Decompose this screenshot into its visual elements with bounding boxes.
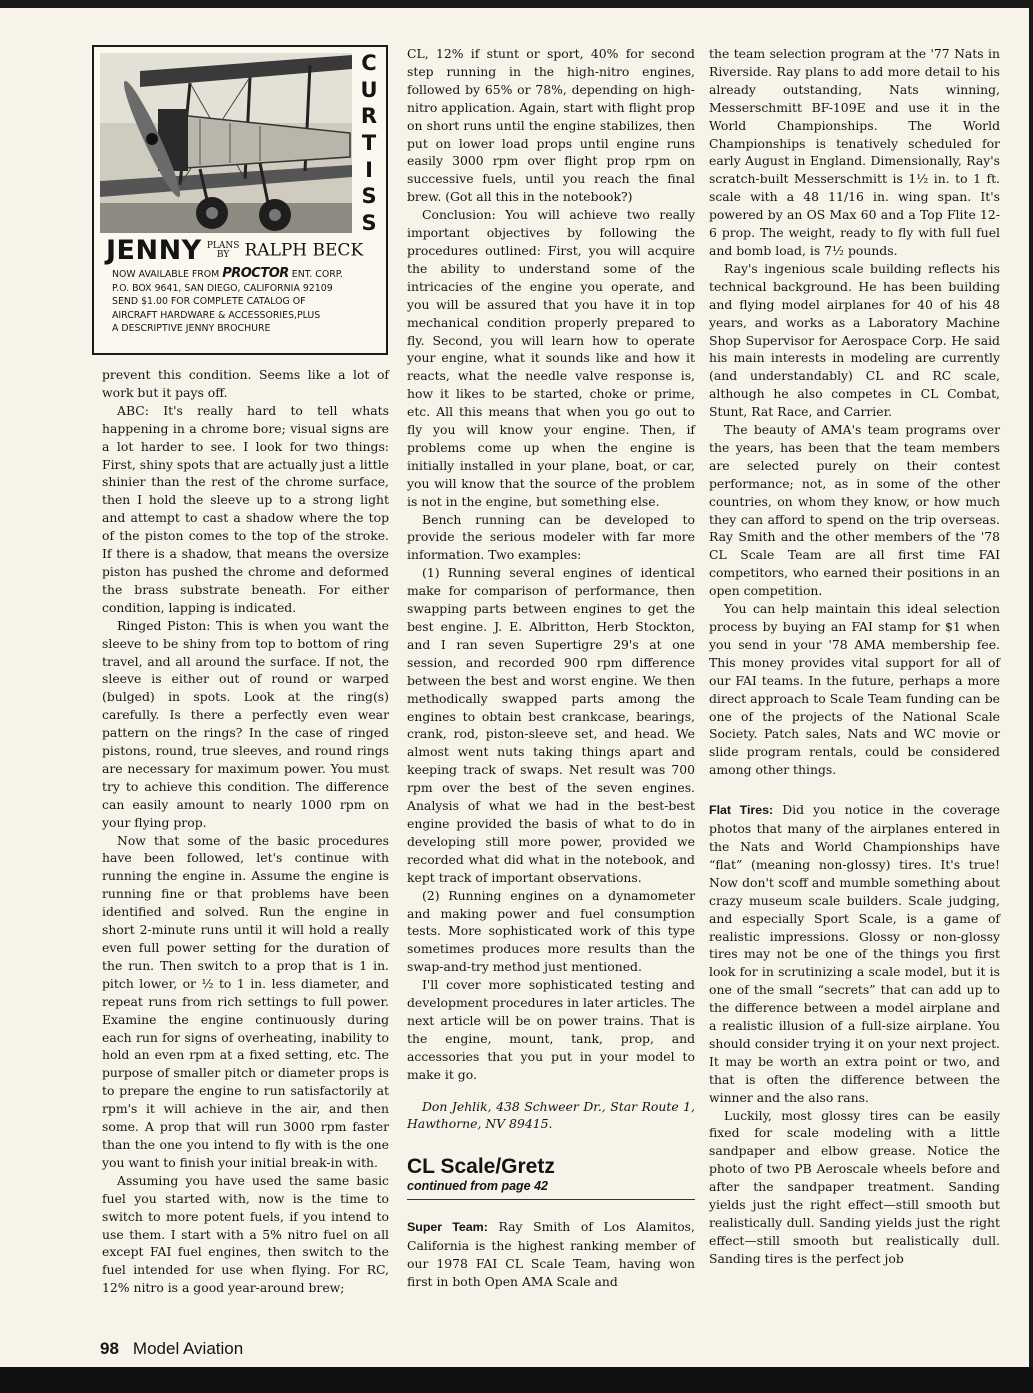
paragraph: I'll cover more sophisticated testing and development procedures in later articles. The next article will be on power trains. That is the engine, mount, tank, prop, and accessories that you put in your model to make it go.: [407, 977, 695, 1082]
paragraph: prevent this condition. Seems like a lot of work but it pays off.: [102, 367, 389, 400]
ad-body-text: [112, 267, 382, 336]
paragraph: Ringed Piston: This is when you want the sleeve to be shiny from top to bottom of ring travel, and all around the surface. If not, the sleeve is either out of round or warped (bulged) in spots. Look at the ring(s) carefully. Is there a perfectly even wear pattern on the rings? In the case of ringed pistons, round, true sleeves, and round rings are necessary for maximum power. You must try to achieve this condition. The difference can easily amount to nearly 1000 rpm on your flying prop.: [102, 617, 389, 830]
curtiss-letter: I: [365, 157, 373, 182]
ad-line: [112, 267, 382, 282]
ad-line: SEND $1.00 FOR COMPLETE CATALOG OF: [112, 296, 306, 308]
page-top-edge: [0, 0, 1033, 8]
curtiss-letter: S: [361, 184, 377, 209]
ad-line1-pre: NOW AVAILABLE FROM: [112, 269, 220, 280]
paragraph: The beauty of AMA's team programs over the years, has been that the team members are selected purely on their contest performance; not, as in some of the other countries, on whom they know, or how much they can afford to spend on the trip overseas. Ray Smith and the other members of the '78 CL Scale Team are all first time FAI competitors, who earned their positions in an open competition.: [709, 422, 1000, 599]
plans-label: PLANS: [206, 240, 240, 251]
biplane-illustration: [100, 53, 352, 233]
jenny-title: JENNY: [106, 235, 202, 266]
designer-name: RALPH BECK: [244, 240, 364, 261]
paragraph-text: Did you notice in the coverage photos that many of the airplanes entered in the Nats and World Championships have “flat” (meaning non-glossy) tires. It's true! Now don't scoff and mumble something about crazy museum scale builders. Scale judging, and especially Sport Scale, is a game of realistic impressions. Glossy or non-glossy tires may not be one of the things you first look for in scrutinizing a scale model, but it is one of the small “secrets” that can add up to the difference between a model airplane and a realistic illusion of a full-size airplane. You should consider trying it on your next project. It may be worth an extra point or two, and that is often the difference between the winner and the also rans.: [709, 802, 1000, 1105]
paragraph: CL, 12% if stunt or sport, 40% for second step running in the high-nitro engines, followed by 65% or 78%, depending on high-nitro application. Again, start with flight prop on short runs until the engine stabilizes, then put on lower load props until engine runs easily 3000 rpm over flight prop rpm on successive fuels, until you reach the final brew. (Got all this in the notebook?): [407, 46, 695, 205]
section-heading: [407, 1155, 695, 1200]
page-right-edge: [1029, 0, 1033, 1393]
ad-line: A DESCRIPTIVE JENNY BROCHURE: [112, 323, 271, 335]
run-in-head: Flat Tires:: [709, 803, 774, 818]
proctor-logo: PROCTOR: [222, 266, 289, 281]
section-title: CL Scale/Gretz: [407, 1155, 555, 1179]
paragraph-text: Ray Smith of Los Alamitos, California is the highest ranking member of our 1978 FAI CL Scale Team, having won first in both Open AMA Scale and: [407, 1219, 695, 1290]
author-signature: Don Jehlik, 438 Schweer Dr., Star Route 1, Hawthorne, NV 89415.: [407, 1098, 695, 1132]
curtiss-vertical-title: [356, 53, 382, 233]
ad-headline: [106, 235, 386, 266]
curtiss-letter: C: [361, 51, 377, 75]
paragraph: ABC: It's really hard to tell whats happening in a chrome bore; visual signs are a lot harder to see. I look for two things: First, shiny spots that are actually just a little shinier than the rest of the chrome surface, then I hold the sleeve up to a strong light and attempt to cast a shadow where the top of the piston comes to the top of the stroke. If there is a shadow, that means the oversize piston has pushed the chrome and deformed the brass substrate beneath. For either condition, lapping is indicated.: [102, 402, 389, 615]
paragraph: [407, 1218, 695, 1291]
paragraph: (1) Running several engines of identical make for comparison of performance, then swapping parts between engines to get the best engine. J. E. Albritton, Herb Stockton, and I ran seven Supertigre 29's at one session, and recorded 900 rpm difference between the best and worst engine. We then methodically swapped parts among the engines to obtain best crankcase, bearings, crank, rod, piston-sleeve set, and head. We almost went nuts taking things apart and keeping track of swaps. Net result was 700 rpm over the best of the seven engines. Analysis of what we had in the best-best engine provided the basis of what to do in developing still more power, provided we recorded what did what in the notebook, and kept track of important observations.: [407, 565, 695, 885]
ad-line: AIRCRAFT HARDWARE & ACCESSORIES,PLUS: [112, 309, 321, 321]
curtiss-letter: U: [360, 77, 378, 102]
paragraph: You can help maintain this ideal selection process by buying an FAI stamp for $1 when you send in your '78 AMA membership fee. This money provides vital support for all of our FAI teams. In the future, perhaps a more direct approach to Scale Team funding can be one of the projects of the National Scale Society. Patch sales, Nats and WC movie or slide program rentals, could be considered among other things.: [709, 601, 1000, 778]
plans-by-label: [207, 242, 240, 260]
paragraph: [709, 801, 1000, 1106]
paragraph: Conclusion: You will achieve two really important objectives by following the procedures outlined: First, you will acquire the ability to understand some of the intricacies of the engine you operate, and you will be assured that you have it in top mechanical condition properly prepared to fly. Second, you will learn how to operate your engine, what it sounds like and how it reacts, what the needle valve response is, how it likes to be started, choke or prime, etc. All this means that when you go out to fly you will know your engine. Then, if problems come up when the engine is initially installed in your plane, boat, or car, you will know that the source of the problem is not in the engine, but something else.: [407, 207, 695, 509]
paragraph: Bench running can be developed to provide the serious modeler with far more information. Two examples:: [407, 511, 695, 563]
paragraph: Luckily, most glossy tires can be easily fixed for scale modeling with a little sandpaper and elbow grease. Notice the photo of two PB Aeroscale wheels before and after the sandpaper treatment. Sanding yields just the right effect—still smooth but realistically dull. Sanding yields just the right effect—still smooth but realistically dull. Sanding tires is the perfect job: [709, 1107, 1000, 1266]
page-footer: [100, 1339, 243, 1359]
article-column-2: [407, 45, 695, 1291]
page-number: 98: [100, 1339, 119, 1358]
paragraph: Assuming you have used the same basic fuel you started with, now is the time to switch to more potent fuels, if you intend to use them. I start with a 5% nitro fuel on all except FAI fuel engines, then switch to the fuel intended for use when flying. For RC, 12% nitro is a good year-around brew;: [102, 1172, 389, 1296]
ad-address: P.O. BOX 9641, SAN DIEGO, CALIFORNIA 92109: [112, 282, 333, 294]
article-column-3: [709, 45, 1000, 1268]
jenny-plans-ad: [92, 45, 388, 355]
article-column-1: [102, 366, 389, 1297]
run-in-head: Super Team:: [407, 1220, 488, 1235]
paragraph: (2) Running engines on a dynamometer and making power and fuel consumption tests. More sophisticated work of this type sometimes produces more results than the swap-and-try method just mentioned.: [407, 887, 695, 975]
ad-line1-post: ENT. CORP.: [291, 269, 343, 280]
curtiss-letter: S: [361, 210, 377, 235]
paragraph: Now that some of the basic procedures have been followed, let's continue with running the engine in. Assume the engine is running fine or that problems have been identified and solved. Run the engine in short 2-minute runs until it will hold a really even full power setting for the duration of the run. Then switch to a prop that is 1 in. pitch lower, or ½ to 1 in. less diameter, and repeat runs from rich settings to full power. Examine the engine continuously during each run for signs of overheating, inability to hold an even rpm at a fixed setting, etc. The purpose of smaller pitch or diameter props is to prepare the engine to run satisfactorily at rpm's it will achieve in the air, and then some. A prop that will run 3000 rpm faster than the one you intend to fly with is the one you want to finish your initial break-in with.: [102, 832, 389, 1170]
by-label: BY: [216, 249, 230, 260]
paragraph: Ray's ingenious scale building reflects his technical background. He has been building and flying model airplanes for 40 of his 48 years, and works as a Laboratory Machine Shop Supervisor for Aerospace Corp. He said his main interests in modeling are currently (and understandably) CL and RC scale, although he also competes in CL Combat, Stunt, Rat Race, and Carrier.: [709, 260, 1000, 420]
continued-from-note: continued from page 42: [407, 1179, 548, 1194]
curtiss-letter: R: [360, 104, 378, 129]
paragraph: the team selection program at the '77 Nats in Riverside. Ray plans to add more detail to his already outstanding, Nats winning, Messerschmitt BF-109E and use it in the World Championships. The World Championships is tenatively scheduled for early August in England. Dimensionally, Ray's scratch-built Messerschmitt is 1½ in. to 1 ft. scale with a 48 11/16 in. wing span. It's powered by an OS Max 60 and a Top Flite 12-6 prop. The weight, ready to fly with full fuel and bomb load, is 7½ pounds.: [709, 46, 1000, 258]
curtiss-letter: T: [361, 130, 377, 155]
curtiss-jenny-photo: [100, 53, 352, 233]
page-bottom-edge: [0, 1367, 1033, 1393]
magazine-name: Model Aviation: [132, 1339, 244, 1358]
